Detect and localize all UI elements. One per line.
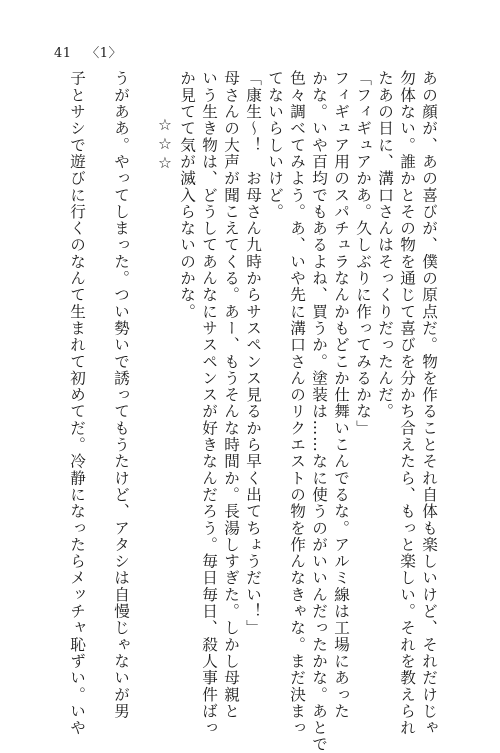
text-line: 勿体ない。誰かとその物を通じて喜びを分かち合えたら、もっと楽しい。それを教えられ	[398, 70, 416, 736]
text-line: 「フィギュアかあ。久しぶりに作ってみるかな」	[354, 70, 372, 437]
page-header	[54, 42, 132, 61]
section-break-stars: ☆☆☆	[156, 116, 174, 174]
text-line: 「康生～！ お母さん九時からサスペンス見るから早く出てちょうだい！」	[244, 70, 262, 637]
text-line: うがああ。やってしまった。つい勢いで誘ってもうたけど、アタシは自慢じゃないが男	[112, 70, 130, 720]
text-line: か見てて気が滅入らないのかな。	[178, 70, 196, 320]
text-line: フィギュア用のスパチュラなんかもどこか仕舞いこんでるな。アルミ線は工場にあった	[332, 70, 350, 720]
page-number: 41	[54, 46, 72, 61]
text-line: たあの日に、溝口さんはそっくりだったんだ。	[376, 70, 394, 420]
text-line: 色々調べてみよう。あ、いや先に溝口さんのリクエストの物を作んなきゃな。まだ決まっ	[288, 70, 306, 736]
text-line: てないらしいけど。	[266, 70, 284, 220]
chapter-marker: 〈1〉	[86, 46, 122, 61]
text-line: いう生き物は、どうしてあんなにサスペンスが好きなんだろう。毎日毎日、殺人事件ばっ	[200, 70, 218, 736]
text-line: 母さんの大声が聞こえてくる。あー、もうそんな時間か。長湯しすぎた。しかし母親と	[222, 70, 240, 720]
text-line: あの顔が、あの喜びが、僕の原点だ。物を作ることそれ自体も楽しいけど、それだけじゃ	[420, 70, 438, 736]
text-line: 子とサシで遊びに行くのなんて生まれて初めてだ。冷静になったらメッチャ恥ずい。いや	[68, 70, 86, 736]
vertical-body-text	[66, 70, 440, 753]
text-line: かな。いや百均でもあるよね、買うか。塗装は……なに使うのがいいんだったかな。あとで	[310, 70, 328, 753]
